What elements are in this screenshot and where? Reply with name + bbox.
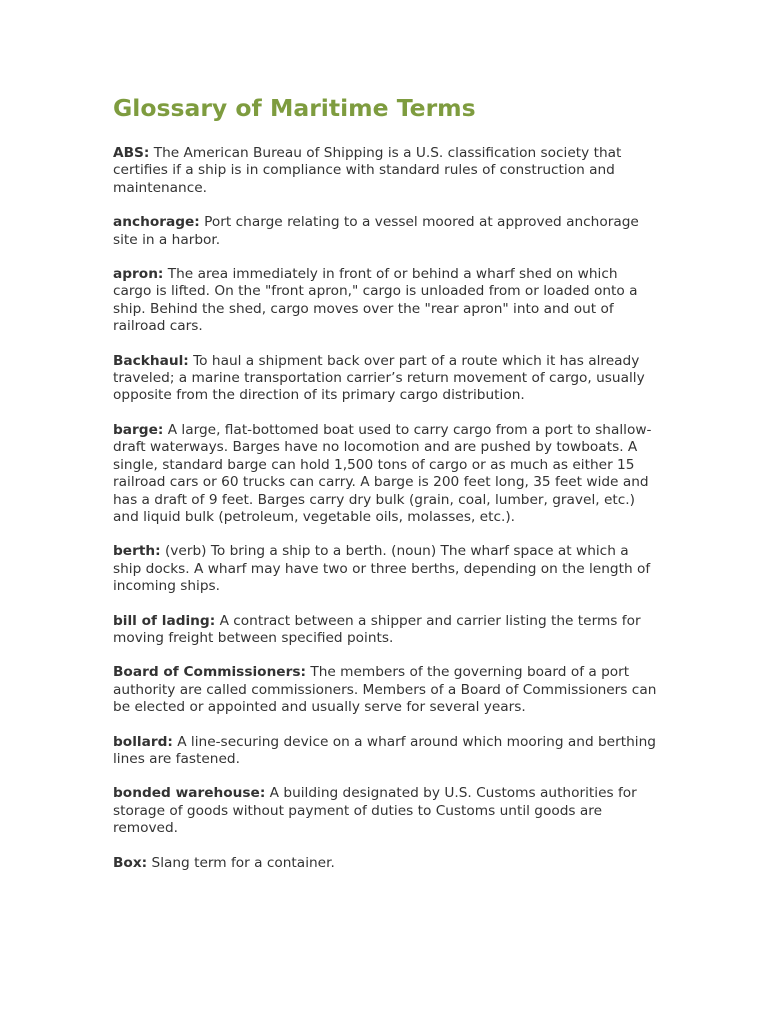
glossary-entry-anchorage: [113, 214, 658, 249]
glossary-definition: A building designated by U.S. Customs authorities for storage of goods without payment of duties to Customs until goods are removed.: [113, 785, 637, 837]
document-title: Glossary of Maritime Terms: [113, 94, 476, 122]
glossary-term: bonded warehouse:: [113, 785, 266, 802]
glossary-term: ABS:: [113, 145, 150, 161]
glossary-entry-box: [113, 855, 658, 872]
glossary-entry-board-of-commissioners: [113, 664, 658, 716]
glossary-term: barge:: [113, 421, 164, 438]
glossary-definition: A line-securing device on a wharf around which mooring and berthing lines are fastened.: [113, 733, 656, 767]
glossary-term: Backhaul:: [113, 352, 189, 369]
glossary-entry-backhaul: [113, 353, 658, 405]
glossary-entry-bonded-warehouse: [113, 785, 658, 837]
glossary-term: Board of Commissioners:: [113, 664, 306, 681]
glossary-definition: A contract between a shipper and carrier listing the terms for moving freight between specified points.: [113, 612, 641, 646]
glossary-term: bollard:: [113, 733, 173, 750]
glossary-entry-berth: [113, 543, 658, 595]
glossary-term: bill of lading:: [113, 612, 216, 629]
glossary-entry-apron: [113, 266, 658, 336]
document-page: [113, 88, 658, 889]
glossary-entry-barge: [113, 422, 658, 526]
glossary-term: berth:: [113, 543, 161, 560]
glossary-definition: (verb) To bring a ship to a berth. (noun) The wharf space at which a ship docks. A wharf may have two or three berths, depending on the length of incoming ships.: [113, 543, 651, 595]
glossary-definition: Port charge relating to a vessel moored at approved anchorage site in a harbor.: [113, 214, 639, 248]
glossary-definition: To haul a shipment back over part of a route which it has already traveled; a marine transportation carrier’s return movement of cargo, usually opposite from the direction of its primary cargo distribution.: [113, 352, 645, 404]
glossary-definition: The area immediately in front of or behind a wharf shed on which cargo is lifted. On the "front apron," cargo is unloaded from or loaded onto a ship. Behind the shed, cargo moves over the "rear apron" into and out of railroad cars.: [113, 266, 638, 335]
glossary-entry-bollard: [113, 734, 658, 769]
glossary-term: apron:: [113, 266, 164, 283]
glossary-definition: Slang term for a container.: [151, 854, 335, 871]
glossary-entry-abs: [113, 145, 658, 197]
glossary-definition: The members of the governing board of a port authority are called commissioners. Members of a Board of Commissioners can be elected or appointed and usually serve for several years.: [113, 664, 657, 716]
glossary-term: Box:: [113, 854, 148, 871]
glossary-definition: A large, flat-bottomed boat used to carry cargo from a port to shallow-draft waterways. Barges have no locomotion and are pushed by towboats. A single, standard barge can hold 1,500 tons of cargo or as much as either 15 railroad cars or 60 trucks can carry. A barge is 200 feet long, 35 feet wide and has a draft of 9 feet. Barges carry dry bulk (grain, coal, lumber, gravel, etc.) and liquid bulk (petroleum, vegetable oils, molasses, etc.).: [113, 421, 652, 525]
glossary-term: anchorage:: [113, 214, 200, 231]
glossary-definition: The American Bureau of Shipping is a U.S. classification society that certifies if a ship is in compliance with standard rules of construction and maintenance.: [113, 145, 622, 196]
glossary-entry-bill-of-lading: [113, 613, 658, 648]
